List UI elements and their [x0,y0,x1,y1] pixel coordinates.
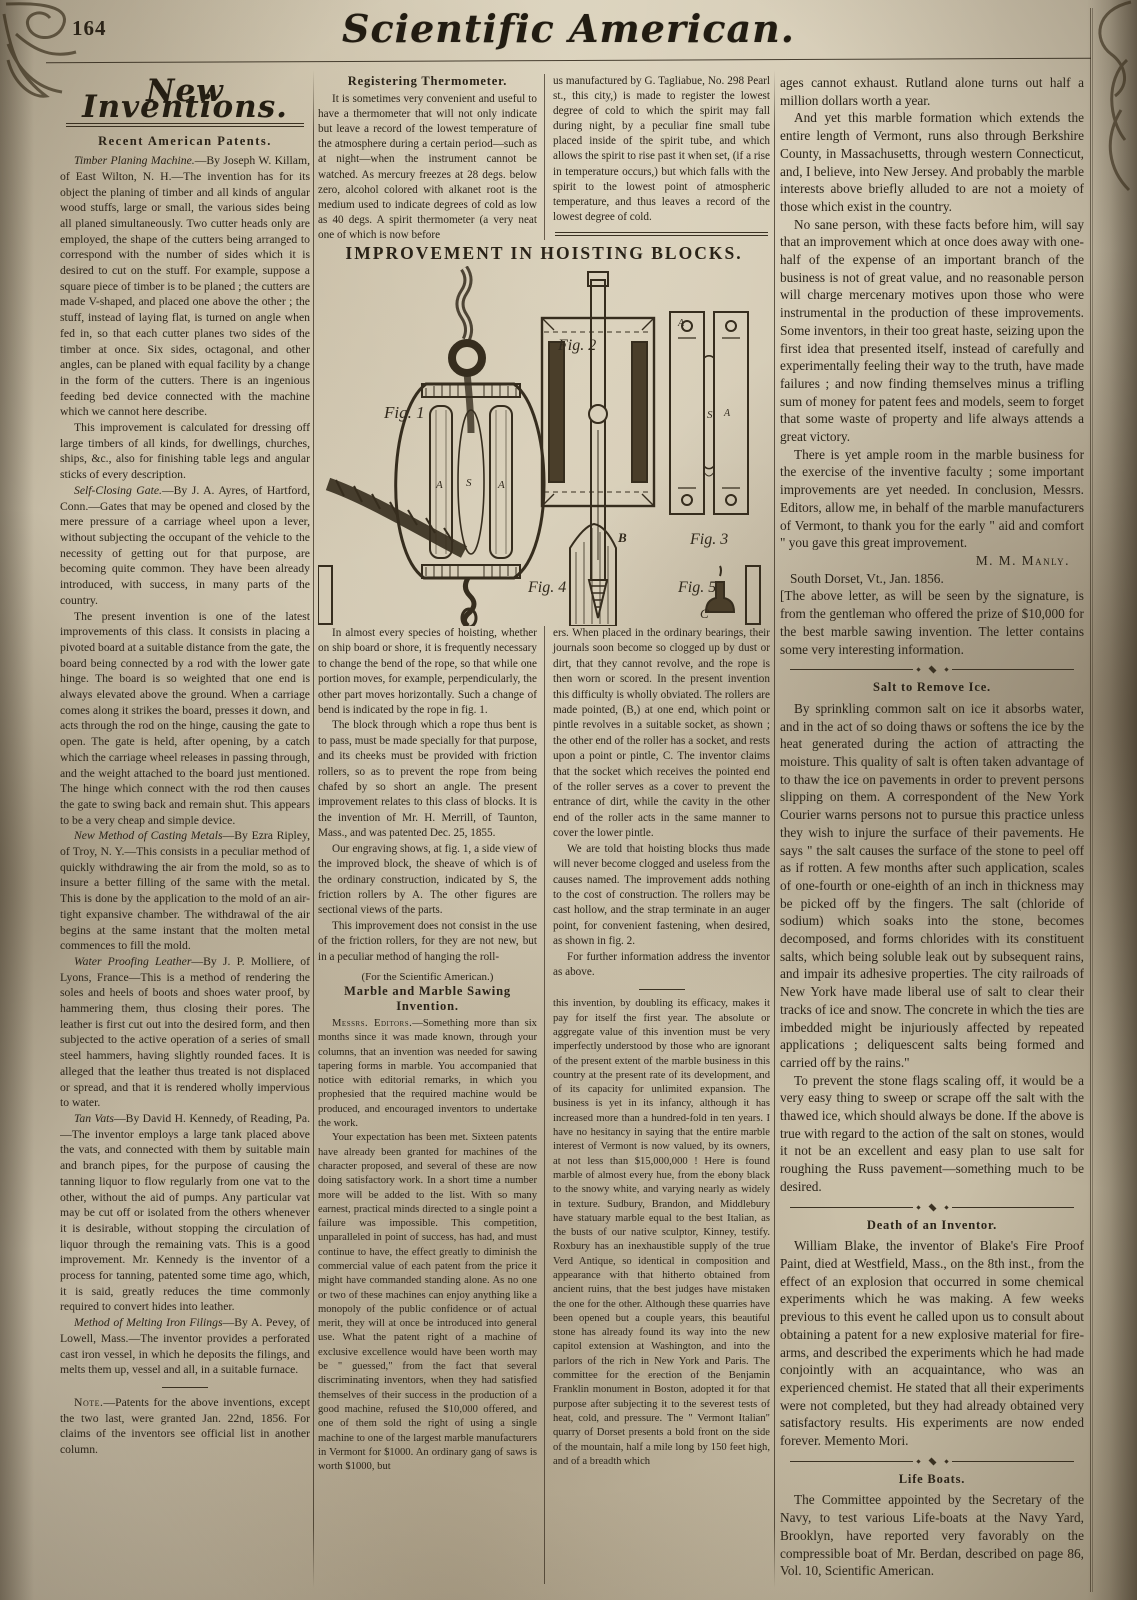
paragraph: Method of Melting Iron Filings—By A. Pevey, of Lowell, Mass.—The inventor provides a perforated cast iron vessel, in which he deposits the filings, and melts them up, vessel and all, in a suitable furnace. [60,1316,310,1377]
thermometer-text-left [318,92,537,240]
paragraph: Tan Vats—By David H. Kennedy, of Reading, Pa.—The inventor employs a large tank placed above the vats, and connected with them by suitable main and branch pipes, for the purpose of causing the tanning liquor to flow regularly from one vat to the other, without the aid of pumps. Any particular vat may be cut off or isolated from the others whenever it is desirable, without stopping the circulation of liquor through the remaining vats. This is a good improvement. Mr. Kennedy is the inventor of a process for tanning, patented some time ago, which, it is said, greatly reduces the time commonly required to convert hides into leather. [60,1112,310,1314]
hoisting-blocks-engraving [318,266,770,626]
section-title: New Inventions. [82,74,288,125]
paragraph: Your expectation has been met. Sixteen patents have already been granted for machines of the character proposed, and several of these are now doing satisfactory work. In a short time a number more will be added to the list. With so many earnest, practical minds directed to a single point a failure was impossible. This competition, unparalleled in point of success, has had, and must continue to have, the effect greatly to diminish the commercial value of each patent from the price it might have commanded standing alone. As no one or two of these machines can enjoy anything like a monopoly of the public confidence or of actual merit, they will at once be introduced into general use. What the patent right of a machine of exclusive excellence would have been worth may be " guessed," from the fact that several discriminating inventors, when they had satisfied themselves of their success in the production of a good machine, refused the $10,000 offered, and one of them sold the right of using a single machine to one of the largest marble manufacturers in Vermont for $1000. An ordinary gang of saws is worth $1000, but [318,1132,537,1473]
salt-article-text [780,700,1084,1196]
page-right-border [1090,8,1093,1592]
lifeboats-article-heading: Life Boats. [898,1471,966,1486]
hoisting-text-left-column [318,626,544,1584]
paragraph: [The above letter, as will be seen by the signature, is from the gentleman who offered the prize of $10,000 for the best marble sawing invention. The letter contains some very interesting information. [780,588,1084,657]
fig4-roller-illustration [570,524,616,626]
death-article-text [780,1237,1084,1449]
fancy-separator-rule [790,666,1074,673]
paragraph: this invention, by doubling its efficacy, makes it pay for itself the first year. The absolute or aggregate value of this invention must be very imperfectly understood by those who are ignorant of the present extent of the marble business in this country at the present rate of its development, and of its capacity for unlimited expansion. The business is yet in its infancy, although it has increased more than a hundred-fold in ten years. I have no hesitancy in saying that the entire marble interest of Vermont is now valued, by its owners, at not less than $15,000,000 ! Here is found marble of almost every hue, from the ebony black to the snowy white, and varying nearly as widely in texture. Sudbury, Brandon, and Middlebury have statuary marble equal to the best Italian, as the busts of our native sculptor, Kinney, testify. Roxbury has an inexhaustible supply of the true Verd Antique, so identical in composition and appearance with that hitherto obtained from ancient ruins, that the best judges have mistaken the one for the other. Although these quarries have been opened but a couple years, this beautiful stone has already found its way into the new capitol extension at Washington, and into the parlors of the rich in New York and Paris. The committee for the erection of the Benjamin Franklin monument in Boston, adopted it for that purpose after subjecting it to the severest tests of heat, cold, and pressure. The " Vermont Italian" quarry of Dorset presents a bold front on the side of the mountain, half a mile long by 150 feet high, and of a breadth which [553,998,770,1467]
part-label-s: S [466,477,472,489]
hoisting-paragraphs-continued [553,626,770,980]
thermometer-text-right [553,74,770,225]
paragraph: This improvement does not consist in the use of the friction rollers, for they are not new, but in a peculiar method of hanging the roll- [318,919,537,963]
marble-article-heading: Marble and Marble Sawing Invention. [344,983,511,1013]
article-separator-rule [162,1387,208,1388]
part-label-s2: S [707,409,713,421]
paragraph: William Blake, the inventor of Blake's Fire Proof Paint, died at Westfield, Mass., on the 8th inst., from the effect of an explosion that occurred in some chemical experiments which he was making. A few weeks previous to this event he called upon us to consult about obtaining a patent for a new explosive material for fire-arms, and described the experiments which he had made conjointly with an acquaintance, who was an experienced chemist. He stated that all their experiments were not completed, but they had already obtained very satisfactory results. His experiments are now ended forever. Memento Mori. [780,1238,1084,1449]
paragraph: New Method of Casting Metals—By Ezra Ripley, of Troy, N. Y.—This consists in a peculiar method of quickly withdrawing the air from the mold, so as to insure a better filling of the same with the metal. This is done by the application to the mold of an air-tight expansive chamber. The withdrawal of the air begins at the same instant that the molten metal commences to fill the mold. [60,829,310,953]
part-label-a: A [436,479,443,491]
marble-letter-left [318,1017,537,1475]
paragraph: The block through which a rope thus bent is to pass, must be made specially for that purpose, and its cheeks must be provided with friction rollers, so as to prevent the rope from being chafed by so short an angle. The present improvement relates to this class of blocks. It is the invention of Mr. H. Merrill, of Taunton, Mass., and was patented Dec. 25, 1855. [318,719,537,840]
paragraph: We are told that hoisting blocks thus made will never become clogged and useless from the causes named. The improvement adds nothing to the cost of construction. The rollers may be cast hollow, and the strap terminate in an auger point, for convenient fastening, when desired, as shown in fig. 2. [553,842,770,948]
thermometer-article [318,74,770,240]
page-number: 164 [72,16,107,40]
paragraph: There is yet ample room in the marble business for the exercise of the inventive faculty ; some important improvements are yet needed. In conclusion, Messrs. Editors, allow me, in behalf of the marble manufacturers of Vermont, to thank you for the early " aid and comfort " you gave this great improvement. [780,446,1084,551]
paragraph: This improvement is calculated for dressing off large timbers of all kinds, for dwellings, churches, ships, &c., also for finishing table legs and angular sticks of every description. [60,421,310,482]
fig2-section-illustration [542,272,654,618]
fancy-separator-rule [790,1458,1074,1465]
paragraph: No sane person, with these facts before him, will say that an improvement which at once does away with one-half of the expense of an important branch of the business is not of great value, and no reasonable person will charge mercenary motives upon those who were instrumental in the production of these improvements. Some inventors, in their too great haste, seizing upon the first idea that presented itself, instead of carefully and experimentally feeling their way to the truth, have made failures ; and now finding themselves minus a trifling sum of money for patent fees and models, seem to forget that some waste of property and life always attends a great victory. [780,216,1084,445]
death-article-heading: Death of an Inventor. [866,1217,998,1232]
engraving-title: IMPROVEMENT IN HOISTING BLOCKS. [345,243,743,263]
paragraph: Our engraving shows, at fig. 1, a side view of the improved block, the sheave of which is of the ordinary construction, indicated by S, the friction rollers by A. The other figures are sectional views of the parts. [318,842,537,917]
patents-paragraphs [60,153,310,1378]
salt-article-heading: Salt to Remove Ice. [873,680,991,695]
column-divider [313,70,314,1588]
paragraph: To prevent the stone flags scaling off, it would be a very easy thing to sweep or scrape off the salt with the thawed ice, which should always be done. If the above is true with regard to the action of the salt on stones, would it not be an excellent and easy plan to use salt for roughing the Russ pavement—something much to be desired. [780,1072,1084,1194]
fig3-label: Fig. 3 [690,531,729,548]
paragraph: And yet this marble formation which extends the entire length of Vermont, runs also through Berkshire County, in Massachusetts, through western Connecticut, and, I believe, into New Jersey. And probably the marble interests above briefly alluded to are not a moiety of those which exist in the country. [780,110,1084,214]
paragraph: Timber Planing Machine.—By Joseph W. Killam, of East Wilton, N. H.—The invention has for its object the planing of timber and all kinds of angular wood stuffs, large or small, the various sides being all planed simultaneously. Two cutter heads only are employed, the shape of the cutters being arranged to correspond with the number of sides which it is desired to cut on the stuff. For example, suppose a square piece of timber is to be planed ; the cutters are made V-shaped, and placed one above the other ; the stuff, instead of laying flat, is turned on angle when fed in, so that each cutter planes two sides of the timber at once. Six sides, octagonal, and other angles, can be planed with equal facility by a change in the form of the cutters. There is an ingenious feeding bed device connected with the machine which we cannot here describe. [60,154,310,419]
article-heading: Registering Thermometer. [347,74,508,88]
engraving-figure [318,266,770,626]
article-separator-rule [639,989,685,990]
part-label-a4: A [724,408,731,419]
fig4-label: Fig. 4 [528,579,567,596]
marble-letter-right [553,997,770,1469]
paragraph: It is sometimes very convenient and useful to have a thermometer that will not only indicate but leave a record of the lowest temperature of the atmosphere during a certain period—such as at night—when the instrument cannot be watched. As mercury freezes at 28 degs. below zero, alcohol colored with alkanet root is the medium used to indicate degrees of cold as low as 40 degs. A spirit thermometer (a very neat one of which is now before [318,93,537,240]
page-right-edge-shading [1087,0,1137,1600]
part-label-a3: A [678,318,685,329]
lifeboats-article-text [780,1491,1084,1580]
paragraph: Water Proofing Leather—By J. P. Molliere, of Lyons, France—This is a method of rendering the soles and heels of boots and shoes water proof, by hammering them, thus closing their pores. The leather is first cut out into the desired form, and then subjected to the active operation of a series of small steel hammers, having slightly rounded faces. It is alleged that the leather thus treated is not displaced or spread, and that it is rendered wholly impervious to water. [60,954,310,1110]
hoisting-text-right-column [544,626,770,1584]
paragraph: M. M. Manly. [975,552,1070,568]
for-scientific-american-line: (For the Scientific American.) [361,970,494,983]
paragraph: In almost every species of hoisting, whether on ship board or shore, it is frequently necessary to change the bend of the rope, so that while one portion moves, for example, perpendicularly, the other part moves horizontally. Such a change of bend is indicated by the rope in fig. 1. [318,627,537,717]
paragraph: South Dorset, Vt., Jan. 1856. [790,570,944,586]
note-paragraph [60,1395,310,1458]
thermometer-col-left [318,74,544,240]
part-label-c: C [700,606,709,621]
paragraph: By sprinkling common salt on ice it absorbs water, and in the act of so doing thaws or softens the ice by the heat generated during the action of attracting the moisture. This quality of salt is often taken advantage of to thaw the ice on pavements in order to prevent persons slipping on them. A correspondent of the New York Courier warns persons not to pursue this practice unless they wish to injure the surface of their pavements. He says " the salt causes the surface of the stone to peel off as if rotten. A few months after such application, scales of one-fourth or one-eighth of an inch in thickness may be picked off by the fingers. The salt (chloride of sodium) which soaks into the stone, becomes decomposed, and forms chlorides with its constituent salts, which being soluble leak out by subsequent rains, and impair its adhesive properties. The city railroads of New York have made liberal use of salt to clear their tracks of ice and snow. The concrete in which the ties are imbedded might be injuriously affected by repeated applications ; deliquescent salts being formed and carried off by the rains." [780,700,1084,1070]
marble-letter-conclusion [780,74,1084,658]
fig1-block-illustration [328,268,544,626]
fig5-label: Fig. 5 [678,579,717,596]
header-rule [46,58,1091,67]
column-right [780,74,1084,1590]
hoisting-paragraphs [318,626,537,965]
end-of-article-rule [555,232,768,236]
part-label-b: B [618,530,627,545]
paragraph: Messrs. Editors.—Something more than six months since it was made known, through your columns, that an invention was needed for sawing tapering forms in marble. You accompanied that notice with editorial remarks, in which you prophesied that the required machine would be produced, and encouraged inventors to undertake the work. [318,1017,537,1130]
column-new-inventions [60,74,310,1590]
middle-columns [318,74,770,1590]
paragraph: ages cannot exhaust. Rutland alone turns out half a million dollars worth a year. [780,75,1084,108]
paragraph: us manufactured by G. Tagliabue, No. 298 Pearl st., this city,) is made to register the lowest degree of cold to which the spirit may fall during night, by a peculiar fine small tube placed inside of the spirit tube, and which allows the spirit to rise past it when set, (if a rise in temperature occurs,) but which falls with the spirit to the lowest point of atmospheric temperature, and thus leaves a record of the lowest degree of cold. [553,75,770,223]
paragraph: For further information address the inventor as above. [553,950,770,978]
thermometer-col-right [544,74,770,240]
part-label-a2: A [498,479,505,491]
fig2-label: Fig. 2 [558,337,597,354]
fancy-separator-rule [790,1204,1074,1211]
paragraph: Note.—Patents for the above inventions, except the two last, were granted Jan. 22nd, 1856. For claims of the inventors see official list in another column. [60,1395,310,1457]
subsection-title: Recent American Patents. [98,134,272,149]
paragraph: Self-Closing Gate.—By J. A. Ayres, of Hartford, Conn.—Gates that may be opened and closed by the mere pressure of a carriage wheel upon a lever, without subjecting the occupant of the vehicle to the necessity of getting out for that purpose, are becoming quite common. They have been already introduced, with success, in many parts of the country. [60,483,310,607]
paragraph: ers. When placed in the ordinary bearings, their journals soon become so clogged up by dust or dirt, that they cannot revolve, and the rope is then worn or scored. In the present invention this difficulty is wholly obviated. The rollers are made pointed, (B,) at one end, which point or pintle revolves in a suitable socket, as shown ; the other end of the roller has a socket, and rests upon a point or pintle, C. The inventor claims that the socket which receives the pointed end of the roller serves as a cover to prevent the entrance of dirt, while the cavity in the other end of the roller acts in the same manner to cover the lower pintle. [553,627,770,840]
masthead-title: Scientific American. [342,6,795,51]
paragraph: The present invention is one of the latest improvements of this class. It consists in placing a pivoted board at a suitable distance from the gate, the board being connected by a rod with the lower gate hinge. The board is so weighted that one end is always elevated above the ground. When a carriage comes along it strikes the board, presses it down, and acts through the rod on the hinge, causing the gate to open. The gate is held, after opening, by a catch which the carriage wheel releases in passing through, and the weight attached to the board just mentioned. The hinge which connect with the rod then causes the gate to swing back and remain shut. This appears to be a very cheap and simple device. [60,609,310,827]
column-divider [774,70,775,1588]
fig1-label: Fig. 1 [384,403,425,422]
page-left-edge-shading [0,0,34,1600]
paragraph: The Committee appointed by the Secretary of the Navy, to test various Life-boats at the Navy Yard, Brooklyn, have reported very favorably on the compressible boat of Mr. Berdan, described on page 86, Vol. 10, Scientific American. [780,1492,1084,1579]
